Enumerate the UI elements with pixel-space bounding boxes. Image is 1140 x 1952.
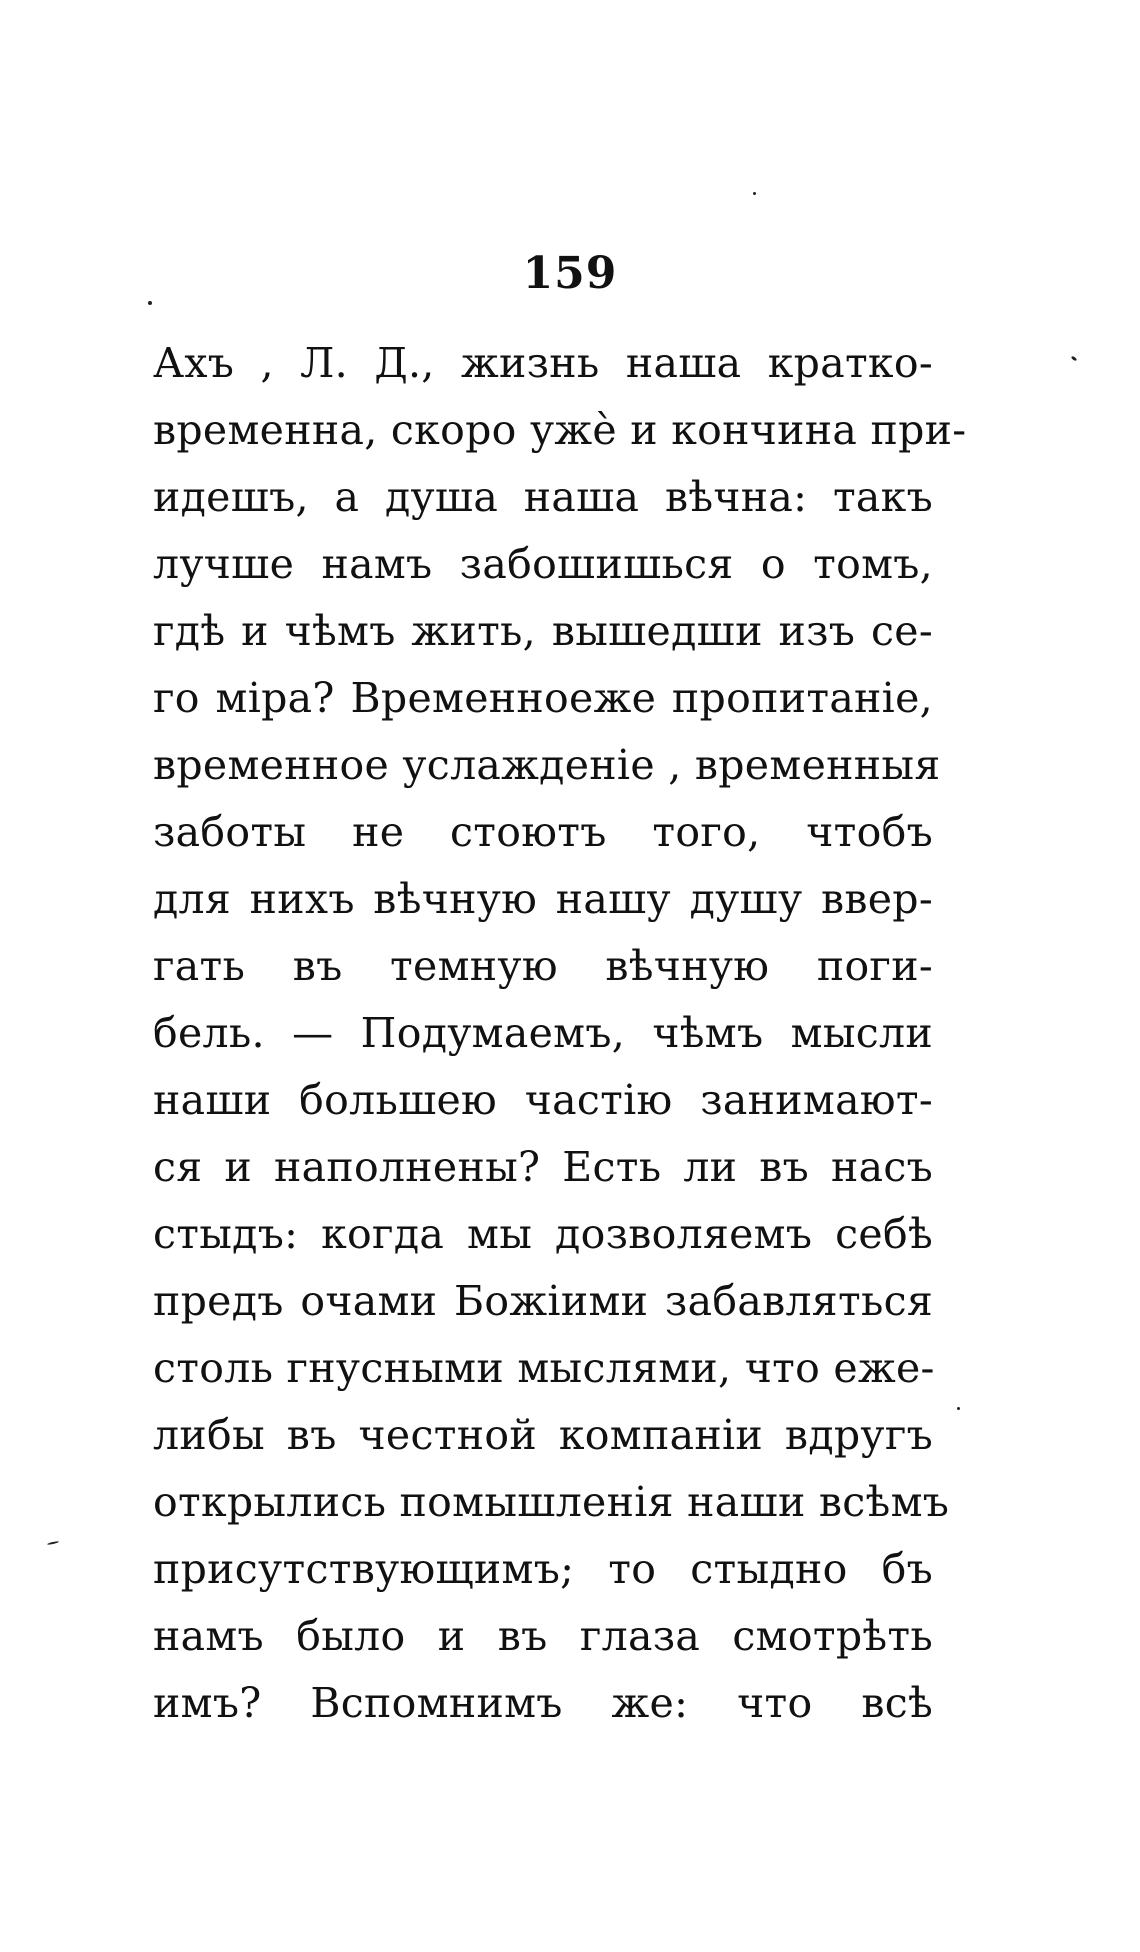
text-line: либы въ честной компаніи вдругъ [153,1411,933,1459]
text-line: гдѣ и чѣмъ жить, вышедши изъ се- [153,607,933,655]
text-line: временное услажденіе , временныя [153,741,941,789]
text-line: идешъ, а душа наша вѣчна: такъ [153,473,933,521]
text-line: бель. — Подумаемъ, чѣмъ мысли [153,1009,933,1057]
scan-speck [753,192,756,195]
page-number: 159 [522,248,618,299]
body-text [153,330,967,1737]
text-line: присутствующимъ; то стыдно бъ [153,1545,933,1593]
text-line: стыдъ: когда мы дозволяемъ себѣ [153,1210,933,1258]
text-line: заботы не стоютъ того, чтобъ [153,808,933,856]
text-line: наши большею частію занимают- [153,1076,933,1124]
text-line: лучше намъ забошишься о томъ, [153,540,933,588]
scan-speck [957,1407,960,1410]
text-line: временна, скоро ужè и кончина при- [153,406,967,454]
text-line: ся и наполнены? Есть ли въ насъ [153,1143,933,1191]
text-line: открылись помышленія наши всѣмъ [153,1478,950,1526]
text-line: намъ было и въ глаза смотрѣть [153,1612,933,1660]
text-line: предъ очами Божіими забавляться [153,1277,933,1325]
scan-speck [1071,356,1078,362]
text-line: для нихъ вѣчную нашу душу ввер- [153,875,933,923]
scan-speck [47,1541,59,1545]
text-line: Ахъ , Л. Д., жизнь наша кратко- [153,339,933,387]
text-line: имъ? Вспомнимъ же: что всѣ [153,1679,933,1727]
text-line: го міра? Временноеже пропитаніе, [153,674,933,722]
text-line: столь гнусными мыслями, что еже- [153,1344,935,1392]
scan-speck [148,301,152,305]
text-line: гать въ темную вѣчную поги- [153,942,933,990]
